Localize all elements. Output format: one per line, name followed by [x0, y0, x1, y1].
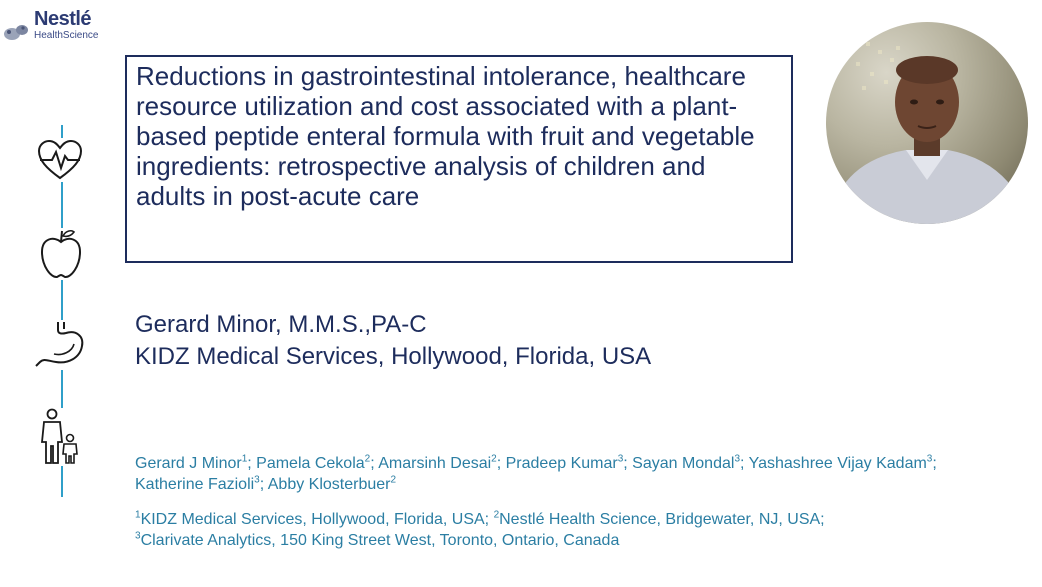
affiliation-text: Clarivate Analytics, 150 King Street West, Toronto, Ontario, Canada — [140, 532, 620, 549]
author-name: Pradeep Kumar — [505, 455, 618, 472]
author-affiliation-number: 1 — [241, 453, 248, 465]
presenter-affiliation: KIDZ Medical Services, Hollywood, Florida, USA — [135, 343, 652, 370]
author-name: Gerard J Minor — [135, 455, 242, 472]
affiliation-number: 2 — [493, 509, 500, 521]
presenter-block — [135, 309, 651, 373]
presentation-title: Reductions in gastrointestinal intolerance, healthcare resource utilization and cost associated with a plant-based peptide enteral formula with fruit and vegetable ingredients: retrospective analysis of children and adults in post-acute care — [136, 61, 755, 211]
nest-birds-icon — [2, 20, 32, 42]
author-affiliation-number: 2 — [491, 453, 497, 465]
author-affiliation-number: 2 — [364, 453, 371, 465]
author-name: Sayan Mondal — [632, 455, 735, 472]
author-name: Abby Klosterbuer — [267, 476, 391, 493]
affiliation-text: KIDZ Medical Services, Hollywood, Florida, USA; — [140, 511, 494, 528]
author-affiliation-number: 2 — [390, 474, 397, 486]
affiliation-list — [135, 509, 995, 551]
affiliation-number: 1 — [135, 509, 141, 521]
presenter-name: Gerard Minor, M.M.S.,PA-C — [135, 311, 427, 338]
title-box — [125, 55, 793, 263]
speaker-video — [826, 22, 1028, 224]
author-name: Amarsinh Desai — [378, 455, 492, 472]
author-name: Yashashree Vijay Kadam — [748, 455, 927, 472]
speaker-portrait-icon — [826, 22, 1028, 224]
author-list: Gerard J Minor$^1$; Pamela Cekola$^2$; Amarsinh Desai$^2$; Pradeep Kumar$^3$; Sayan Mondal$^3$; Yashashree Vijay Kadam$^3$; Katherine Fazioli$^3$; Abby Klosterbuer$^2$ — [135, 453, 937, 493]
nestle-logo — [0, 6, 110, 46]
affiliation-text: Nestlé Health Science, Bridgewater, NJ, USA; — [499, 511, 825, 528]
affiliation-number: 3 — [135, 530, 141, 542]
author-name: Pamela Cekola — [256, 455, 365, 472]
author-affiliation-number: 3 — [254, 474, 260, 486]
author-affiliation-number: 3 — [926, 453, 933, 465]
parent-child-icon — [38, 408, 82, 466]
brand-name: Nestlé — [34, 8, 92, 30]
brand-subtitle: HealthScience — [34, 30, 99, 41]
author-affiliation-number: 3 — [734, 453, 740, 465]
heart-pulse-icon — [36, 138, 84, 182]
author-name: Katherine Fazioli — [135, 476, 255, 493]
stomach-icon — [34, 320, 88, 370]
apple-icon — [38, 228, 84, 280]
author-affiliation-number: 3 — [617, 453, 624, 465]
